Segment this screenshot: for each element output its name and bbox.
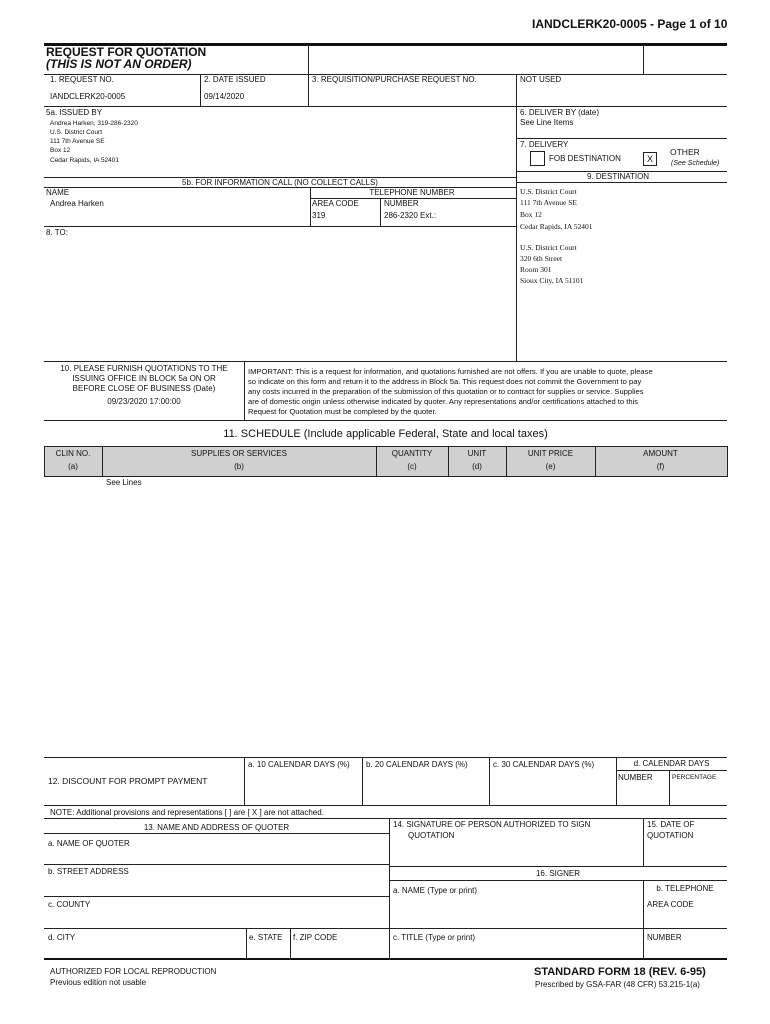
discount-calendar-days: d. CALENDAR DAYS	[633, 759, 710, 768]
form-title: REQUEST FOR QUOTATION	[46, 45, 207, 59]
col-supplies-sub: (b)	[234, 462, 244, 471]
col-quantity: QUANTITY	[391, 449, 433, 458]
document-page-indicator: IANDCLERK20-0005 - Page 1 of 10	[532, 17, 728, 31]
city-label: d. CITY	[48, 933, 76, 942]
fob-destination-label: FOB DESTINATION	[549, 154, 621, 163]
col-clin: CLIN NO.	[55, 449, 91, 458]
destination-line: Cedar Rapids, IA 52401	[520, 222, 593, 231]
destination-line: U.S. District Court	[520, 243, 577, 252]
deliver-by-label: 6. DELIVER BY (date)	[520, 108, 599, 117]
col-quantity-sub: (c)	[407, 462, 417, 471]
issued-by-line: U.S. District Court	[50, 129, 103, 136]
furnish-line: ISSUING OFFICE IN BLOCK 5a ON OR	[72, 374, 216, 383]
signature-label: 14. SIGNATURE OF PERSON AUTHORIZED TO SIGN	[393, 820, 591, 829]
standard-form-label: STANDARD FORM 18 (REV. 6-95)	[534, 966, 706, 978]
state-label: e. STATE	[249, 933, 283, 942]
signature-label-cont: QUOTATION	[408, 831, 455, 840]
signer-label: 16. SIGNER	[535, 869, 580, 878]
other-label: OTHER	[670, 147, 700, 157]
schedule-note: See Lines	[106, 478, 142, 487]
bottom-border	[44, 958, 727, 960]
date-of-quotation-label-cont: QUOTATION	[647, 831, 694, 840]
destination-line: Sioux City, IA 51101	[520, 276, 584, 285]
furnish-date: 09/23/2020 17:00:00	[107, 397, 181, 406]
quoter-name-label: a. NAME OF QUOTER	[48, 839, 130, 848]
col-unit-price-sub: (e)	[545, 462, 556, 471]
discount-label: 12. DISCOUNT FOR PROMPT PAYMENT	[48, 776, 208, 786]
area-code-label: AREA CODE	[312, 199, 359, 208]
issued-by-line: Cedar Rapids, IA 52401	[50, 157, 120, 164]
destination-line: U.S. District Court	[520, 187, 577, 196]
col-clin-sub: (a)	[68, 462, 78, 471]
issued-by-line: Andrea Harken, 319-286-2320	[50, 120, 138, 127]
discount-number: NUMBER	[618, 773, 653, 782]
col-amount: AMOUNT	[643, 449, 678, 458]
local-reproduction-note: AUTHORIZED FOR LOCAL REPRODUCTION	[50, 967, 217, 976]
zip-code-label: f. ZIP CODE	[293, 933, 338, 942]
previous-edition-note: Previous edition not usable	[50, 978, 147, 987]
issued-by-line: 111 7th Avenue SE	[50, 138, 105, 145]
furnish-line: BEFORE CLOSE OF BUSINESS (Date)	[72, 384, 216, 393]
important-line: Request for Quotation must be completed by the quoter.	[248, 407, 437, 416]
number-value: 286-2320 Ext.:	[384, 211, 437, 220]
delivery-label: 7. DELIVERY	[520, 140, 569, 149]
fob-destination-checkbox[interactable]	[530, 151, 545, 166]
county-label: c. COUNTY	[48, 900, 91, 909]
prescribed-by-label: Prescribed by GSA-FAR (48 CFR) 53.215-1(a)	[535, 980, 700, 989]
other-checkbox[interactable]	[643, 152, 657, 166]
discount-percentage: PERCENTAGE	[672, 774, 717, 781]
destination-line: 111 7th Avenue SE	[520, 198, 578, 207]
signer-area-code-label: AREA CODE	[647, 900, 694, 909]
form-subtitle: (THIS IS NOT AN ORDER)	[46, 57, 192, 71]
furnish-line: 10. PLEASE FURNISH QUOTATIONS TO THE	[60, 364, 228, 373]
issued-by-label: 5a. ISSUED BY	[46, 108, 103, 117]
date-of-quotation-label: 15. DATE OF	[647, 820, 695, 829]
important-line: so indicate on this form and return it to the address in Block 5a. This request does not commit the Government to pay	[248, 377, 642, 386]
info-call-label: 5b. FOR INFORMATION CALL (NO COLLECT CALLS)	[182, 178, 378, 187]
see-schedule-label: (See Schedule)	[671, 160, 720, 167]
col-unit-sub: (d)	[472, 462, 482, 471]
col-amount-sub: (f)	[656, 462, 665, 471]
other-check-mark: X	[647, 154, 654, 164]
signer-title-label: c. TITLE (Type or print)	[393, 933, 476, 942]
telephone-label: TELEPHONE NUMBER	[369, 188, 455, 197]
attachments-note: NOTE: Additional provisions and representations [ ] are [ X ] are not attached.	[50, 808, 324, 817]
deliver-by-value: See Line Items	[520, 118, 574, 127]
destination-line: Room 301	[520, 265, 552, 274]
area-code-value: 319	[312, 211, 326, 220]
signer-name-label: a. NAME (Type or print)	[393, 886, 478, 895]
col-unit-price: UNIT PRICE	[527, 449, 574, 458]
date-issued-value: 09/14/2020	[204, 92, 245, 101]
street-address-label: b. STREET ADDRESS	[48, 867, 129, 876]
schedule-title: 11. SCHEDULE (Include applicable Federal, State and local taxes)	[223, 428, 548, 440]
request-no-label: 1. REQUEST NO.	[50, 75, 114, 84]
telephone-label: b. TELEPHONE	[656, 884, 714, 893]
destination-line: Box 12	[520, 210, 542, 219]
important-line: IMPORTANT: This is a request for information, and quotations furnished are not offers. If you are unable to quote, please	[248, 367, 653, 376]
discount-30-days: c. 30 CALENDAR DAYS (%)	[493, 760, 595, 769]
col-supplies: SUPPLIES OR SERVICES	[191, 449, 287, 458]
discount-20-days: b. 20 CALENDAR DAYS (%)	[366, 760, 468, 769]
destination-label: 9. DESTINATION	[587, 172, 650, 181]
important-line: are of domestic origin unless otherwise indicated by quoter. Any representations and/or certifications attached to this	[248, 397, 639, 406]
not-used-label: NOT USED	[520, 75, 562, 84]
discount-10-days: a. 10 CALENDAR DAYS (%)	[248, 760, 350, 769]
issued-by-line: Box 12	[50, 147, 71, 154]
quoter-label: 13. NAME AND ADDRESS OF QUOTER	[143, 823, 290, 832]
contact-name: Andrea Harken	[50, 199, 104, 208]
col-unit: UNIT	[467, 449, 487, 458]
date-issued-label: 2. DATE ISSUED	[204, 75, 266, 84]
name-label: NAME	[46, 188, 70, 197]
destination-line: 320 6th Street	[520, 254, 563, 263]
signer-number-label: NUMBER	[647, 933, 682, 942]
number-label: NUMBER	[384, 199, 419, 208]
requisition-label: 3. REQUISITION/PURCHASE REQUEST NO.	[312, 75, 477, 84]
important-line: any costs incurred in the preparation of the submission of this quotation or to contract for supplies or service. Supplies	[248, 387, 644, 396]
to-label: 8. TO:	[46, 228, 68, 237]
request-no-value: IANDCLERK20-0005	[50, 92, 126, 101]
